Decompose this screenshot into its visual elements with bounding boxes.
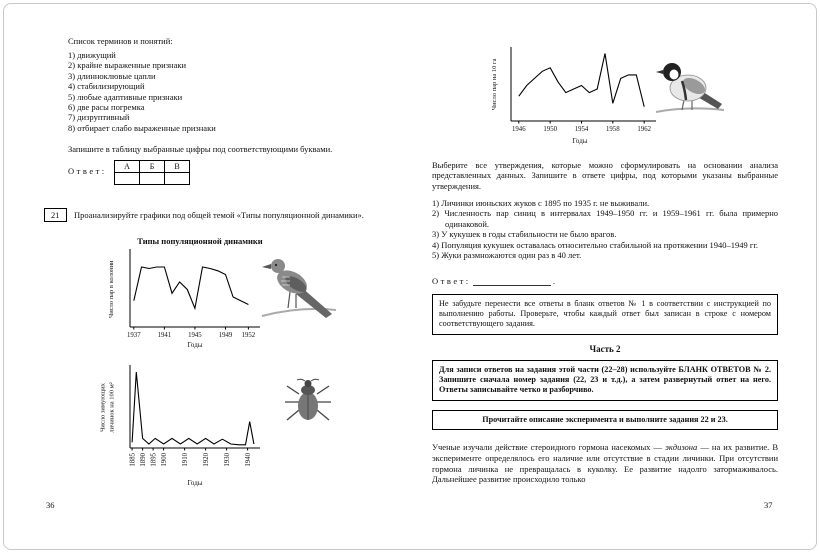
page-number-right: 37 [764,500,773,510]
answer-table-input-cell [140,173,165,185]
statement-item: 3) У кукушек в годы стабильности не было врагов. [432,229,617,240]
svg-text:1954: 1954 [574,126,589,133]
svg-text:1920: 1920 [203,453,211,467]
statement-item: 2) Численность пар синиц в интервалах 1949–1950 гг. и 1959–1961 гг. была примерно одинаковой. [432,208,778,229]
svg-text:1962: 1962 [637,126,651,133]
statements-list [432,198,778,260]
term-item: 1) движущий [68,50,116,60]
chart2-x-axis-label: Годы [187,479,203,487]
statement-item: 5) Жуки размножаются один раз в 40 лет. [432,250,582,261]
answer-table-input-cell [115,173,140,185]
svg-text:1952: 1952 [241,332,256,339]
term-item: 8) отбирает слабо выраженные признаки [68,122,216,133]
chart-block-title: Типы популяционной динамики [137,236,263,246]
term-item: 7) дизруптивный [68,112,130,123]
answer-table-header-cell: В [165,161,190,173]
answer-table-header-cell: Б [140,161,165,173]
select-instruction: Выберите все утверждения, которые можно сформулировать на основании анализа представленных данных. Запишите в ответе цифры, под которыми указаны выбранные утверждения. [432,160,778,191]
table-instruction: Запишите в таблицу выбранные цифры под соответствующими буквами. [68,144,333,154]
terms-list [68,50,388,133]
answer-label: Ответ: [68,166,107,176]
term-item: 5) любые адаптивные признаки [68,91,183,102]
experiment-text-part1: Ученые изучали действие стероидного гормона насекомых — [432,442,666,452]
task-text: Проанализируйте графики под общей темой «Типы популяционной динамики». [74,210,364,220]
chart3-y-axis-label: Число пар на 10 га [490,58,498,111]
chart1-y-axis-label: Число пар в колонии [107,260,115,319]
chart2-y-axis-label: Число зимующих личинок на 100 м² [99,382,115,433]
term-item: 2) крайне выраженные признаки [68,60,187,71]
beetle-larvae-chart [122,364,262,476]
term-item: 6) две расы погремка [68,102,145,113]
answer-table [114,160,190,185]
statement-item: 1) Личинки июньских жуков с 1895 по 1935 г. не выживали. [432,198,650,208]
terms-intro-label: Список терминов и понятий: [68,36,173,46]
term-item: 3) длинноклювые цапли [68,70,156,81]
cuckoo-pairs-chart [122,248,262,340]
svg-text:1937: 1937 [127,332,141,339]
svg-text:1890: 1890 [140,453,148,467]
chart1-x-axis-label: Годы [187,341,203,349]
task-number-badge: 21 [44,208,67,222]
notice-box: Не забудьте перенести все ответы в бланк ответов № 1 в соответствии с инструкцией по выполнению работы. Проверьте, чтобы каждый ответ был записан в строке с номером соответствующего задания. [432,294,778,335]
svg-text:1958: 1958 [606,126,620,133]
svg-text:1950: 1950 [543,126,557,133]
beetle-illustration [283,378,333,426]
term-item: 4) стабилизирующий [68,81,145,92]
svg-text:1910: 1910 [182,453,190,467]
svg-text:1900: 1900 [161,453,169,467]
answer-table-input-cell [165,173,190,185]
svg-text:1949: 1949 [218,332,233,339]
page-number-left: 36 [46,500,55,510]
svg-text:1945: 1945 [188,332,202,339]
statement-item: 4) Популяция кукушек оставалась относительно стабильной на протяжении 1940–1949 гг. [432,239,759,250]
chart3-x-axis-label: Годы [572,137,588,145]
tit-pairs-chart [503,46,658,134]
experiment-text-part2: — на их развитие. В эксперименте определялось его наличие или отсутствие в стадии личинки. При отсутствии гормона личинка не превращалась в куколку. Ее развитие надолго затормаживалось. Дальнейшее развитие происходило только [432,442,779,485]
answer-period: . [552,276,556,286]
experiment-text-italic: экдизона [665,442,698,452]
part2-instructions-box: Для записи ответов на задания этой части (22–28) используйте БЛАНК ОТВЕТОВ № 2. Запишите сначала номер задания (22, 23 и т.д.), а затем развернутый ответ на него. Ответы записывайте четко и разборчиво. [432,360,778,401]
great-tit-illustration [652,48,726,122]
svg-text:1930: 1930 [224,453,232,467]
answer-label: Ответ: [432,276,471,286]
answer-line [432,276,555,286]
svg-text:1885: 1885 [129,453,137,467]
svg-text:1940: 1940 [245,453,253,467]
part2-title: Часть 2 [589,344,621,354]
answer-table-header-cell: А [115,161,140,173]
experiment-paragraph [432,442,778,485]
cuckoo-illustration [260,246,338,330]
experiment-task-box: Прочитайте описание эксперимента и выполните задания 22 и 23. [432,410,778,430]
svg-text:1895: 1895 [150,453,158,467]
answer-blank [473,276,551,286]
svg-text:1941: 1941 [157,332,172,339]
svg-text:1946: 1946 [512,126,526,133]
